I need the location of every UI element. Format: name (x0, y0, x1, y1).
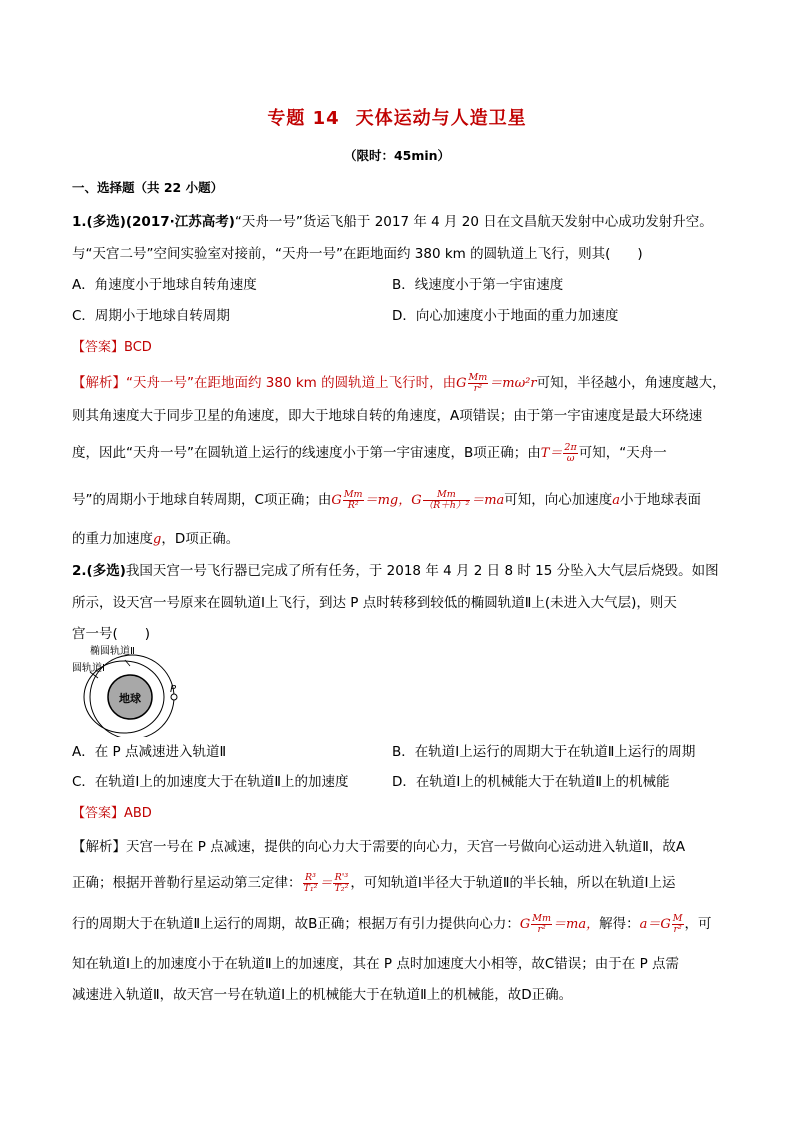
title-name: 天体运动与人造卫星 (355, 108, 527, 129)
q1-analysis-l5a: 的重力加速度 (72, 531, 153, 547)
fraction-denominator: （R＋h）² (423, 499, 470, 511)
circle-orbit-label: 圆轨道Ⅰ (72, 663, 105, 674)
formula-part: ＝ (319, 876, 333, 891)
fraction-numerator: R³ (304, 872, 316, 883)
q2-analysis-l3mid: 解得： (599, 916, 640, 932)
q1-analysis-l5b: ，D项正确。 (161, 531, 240, 547)
formula-part: a＝G (639, 917, 671, 932)
q2-option-d: D．在轨道Ⅰ上的机械能大于在轨道Ⅱ上的机械能 (392, 774, 670, 790)
fraction (468, 373, 489, 393)
q1-analysis-l1a: 【解析】“天舟一号”在距地面约 380 km 的圆轨道上飞行时，由 (72, 375, 457, 391)
q2-answer: 【答案】ABD (72, 806, 152, 821)
q1-tag: (多选)(2017·江苏高考) (86, 214, 235, 230)
q1-number: 1. (72, 214, 87, 230)
q2-analysis-l3a: 行的周期大于在轨道Ⅱ上运行的周期，故B正确；根据万有引力提供向心力： (72, 916, 520, 932)
ellipse-orbit-label: 椭圆轨道Ⅱ (90, 646, 135, 657)
q2-analysis-line3 (72, 912, 712, 934)
fraction-denominator: r² (468, 383, 489, 394)
q2-option-b: B．在轨道Ⅰ上运行的周期大于在轨道Ⅱ上运行的周期 (392, 744, 696, 760)
fraction-numerator: M (672, 913, 683, 924)
q1-analysis-l4c: 小于地球表面 (620, 492, 702, 508)
q2-text: 我国天宫一号飞行器已完成了所有任务，于 2018 年 4 月 2 日 8 时 15 分坠入大气层后烧毁。如图 (125, 563, 719, 579)
q2-analysis-l2b: ，可知轨道Ⅰ半径大于轨道Ⅱ的半长轴，所以在轨道Ⅰ上运 (350, 875, 676, 891)
formula-part: G (411, 493, 422, 508)
q2-tag: (多选) (86, 563, 126, 579)
fraction (333, 873, 349, 893)
fraction-denominator: r² (531, 924, 552, 935)
time-limit: （限时：45min） (343, 148, 451, 163)
q1-stem-line2: 与“天宫二号”空间实验室对接前，“天舟一号”在距地面约 380 km 的圆轨道上飞行，则其( ) (72, 246, 643, 262)
fraction-denominator: R² (343, 500, 364, 511)
q2-analysis-l2a: 正确；根据开普勒行星运动第三定律： (72, 875, 302, 891)
title-topic: 专题 14 (267, 108, 340, 129)
formula-part: ＝ma (471, 493, 505, 508)
q2-analysis-line5: 减速进入轨道Ⅱ，故天宫一号在轨道Ⅰ上的机械能大于在轨道Ⅱ上的机械能，故D正确。 (72, 987, 573, 1003)
formula-part: G (456, 376, 467, 391)
formula-part: G (519, 917, 531, 932)
q2-stem-line3: 宫一号( ) (72, 626, 151, 642)
variable: a (612, 493, 621, 508)
fraction-denominator: T₂² (334, 882, 349, 894)
formula-part: T＝ (540, 446, 563, 461)
fraction-numerator: R'³ (334, 872, 349, 883)
q1-analysis-line1 (72, 371, 726, 393)
q2-analysis-line2 (72, 871, 676, 893)
q2-stem-line1 (72, 559, 719, 579)
q1-analysis-line4 (72, 488, 701, 510)
earth-label: 地球 (119, 692, 141, 705)
q1-analysis-l4b: 可知，向心加速度 (504, 492, 613, 508)
fraction (563, 443, 577, 463)
fraction-denominator: r² (673, 923, 682, 935)
fraction-numerator: Mm (532, 913, 552, 924)
q1-analysis-line2: 则其角速度大于同步卫星的角速度，即大于地球自转的角速度，A项错误；由于第一宇宙速度是最大环绕速 (72, 408, 703, 424)
fraction-numerator: Mm (468, 372, 488, 383)
fraction (303, 873, 319, 893)
q1-text: “天舟一号”货运飞船于 2017 年 4 月 20 日在文昌航天发射中心成功发射升空。 (234, 214, 713, 230)
fraction (531, 914, 552, 934)
fraction-numerator: Mm (343, 489, 363, 500)
q2-analysis-line4: 知在轨道Ⅰ上的加速度小于在轨道Ⅱ上的加速度，其在 P 点时加速度大小相等，故C错误；由于在 P 点需 (72, 956, 679, 972)
q2-analysis-l3b: ，可 (684, 916, 712, 932)
q2-option-c: C．在轨道Ⅰ上的加速度大于在轨道Ⅱ上的加速度 (72, 774, 349, 790)
fraction (672, 914, 684, 934)
q2-stem-line2: 所示，设天宫一号原来在圆轨道Ⅰ上飞行，到达 P 点时转移到较低的椭圆轨道Ⅱ上(未进入大气层)，则天 (72, 595, 677, 611)
section-heading: 一、选择题（共 22 小题） (72, 180, 224, 195)
fraction (343, 490, 364, 510)
fraction (423, 490, 471, 510)
q1-analysis-l3b: 可知，“天舟一 (578, 445, 667, 461)
variable: g (153, 532, 162, 547)
q1-stem-line1 (72, 210, 713, 230)
fraction-denominator: T₁² (303, 882, 318, 894)
q1-analysis-l4a: 号”的周期小于地球自转周期，C项正确；由 (72, 492, 332, 508)
q2-analysis-line1: 【解析】天宫一号在 P 点减速，提供的向心力大于需要的向心力，天宫一号做向心运动进入轨道Ⅱ，故A (72, 839, 686, 855)
q1-analysis-l3a: 度，因此“天舟一号”在圆轨道上运行的线速度小于第一宇宙速度，B项正确；由 (72, 445, 541, 461)
fraction-numerator: Mm (437, 489, 456, 500)
formula-part: G (331, 493, 342, 508)
q1-answer: 【答案】BCD (72, 340, 152, 355)
formula-part: ＝mω²r (489, 376, 537, 391)
q1-option-a: A．角速度小于地球自转角速度 (72, 277, 257, 293)
q1-analysis-line3 (72, 441, 667, 463)
formula-part: ＝ma， (553, 917, 600, 932)
q2-number: 2. (72, 563, 87, 579)
page-title (0, 104, 794, 130)
q1-analysis-l1b: 可知，半径越小，角速度越大， (536, 375, 726, 391)
q1-analysis-line5 (72, 527, 239, 547)
q1-option-c: C．周期小于地球自转周期 (72, 308, 230, 324)
q1-option-b: B．线速度小于第一宇宙速度 (392, 277, 564, 293)
orbit-diagram (70, 642, 180, 737)
q1-option-d: D．向心加速度小于地面的重力加速度 (392, 308, 619, 324)
point-p-label: P (170, 684, 177, 695)
q2-option-a: A．在 P 点减速进入轨道Ⅱ (72, 744, 227, 760)
formula-part: ＝mg， (364, 493, 412, 508)
fraction-denominator: ω (563, 453, 577, 464)
fraction-numerator: 2π (564, 442, 577, 453)
